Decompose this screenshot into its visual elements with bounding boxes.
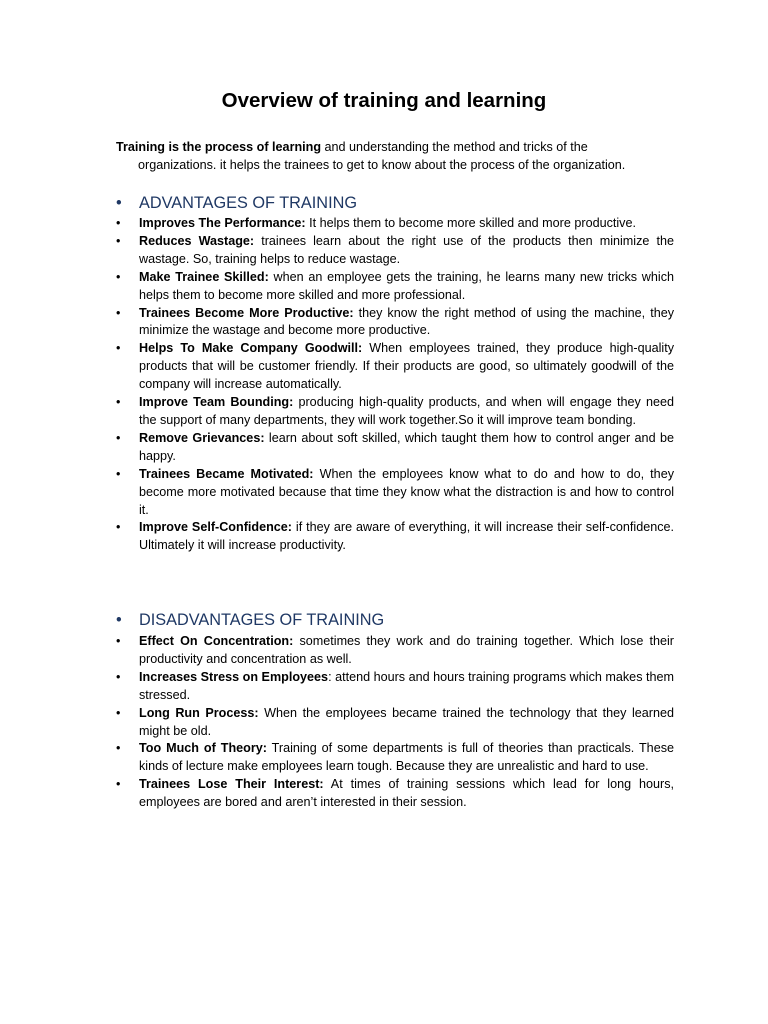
item-term: Too Much of Theory: (139, 741, 267, 756)
bullet-marker: • (116, 305, 121, 320)
page-title: Overview of training and learning (221, 89, 547, 112)
disadvantages-heading-text: DISADVANTAGES OF TRAINING (139, 611, 385, 629)
item-text: when an employee gets the training, he learns many new tricks which helps them to become more skilled and more professional. (139, 269, 674, 302)
item-term: Improve Team Bounding: (139, 395, 294, 410)
bullet-marker: • (116, 466, 121, 481)
item-term: Trainees Lose Their Interest: (139, 777, 324, 792)
heading-bullet: • (116, 194, 122, 212)
bullet-marker: • (116, 741, 121, 756)
bullet-marker: • (116, 520, 121, 535)
item-term: Remove Grievances: (139, 430, 265, 445)
item-text: Training of some departments is full of theories than practicals. These kinds of lecture make employees learn tough. Because they are unrealistic and hard to use. (139, 741, 674, 774)
intro-lead: Training is the process of learning (116, 140, 322, 154)
list-item (116, 705, 674, 741)
item-text: if they are aware of everything, it will increase their self-confidence. Ultimately it will increase productivity. (139, 520, 675, 553)
item-term: Improve Self-Confidence: (139, 520, 292, 535)
bullet-marker: • (116, 634, 121, 648)
disadvantages-heading (116, 611, 384, 630)
item-text: : attend hours and hours training programs which makes them stressed. (139, 669, 674, 702)
item-term: Increases Stress on Employees (139, 669, 329, 684)
list-item (116, 519, 674, 555)
intro-text: and understanding the method and tricks of the organizations. it helps the trainees to get to know about the process of the organization. (138, 140, 626, 172)
list-item (116, 740, 674, 776)
bullet-marker: • (116, 341, 121, 356)
bullet-marker: • (116, 777, 121, 792)
list-item (116, 633, 674, 669)
bullet-marker: • (116, 233, 121, 248)
item-term: Long Run Process: (139, 705, 259, 720)
bullet-marker: • (116, 705, 121, 720)
list-item (116, 466, 674, 520)
item-text: When the employees became trained the technology that they learned might be old. (139, 705, 675, 738)
item-text: trainees learn about the right use of the products then minimize the wastage. So, training helps to reduce wastage. (139, 233, 674, 266)
item-term: Make Trainee Skilled: (139, 269, 269, 284)
item-term: Effect On Concentration: (139, 634, 294, 648)
item-text: At times of training sessions which lead for long hours, employees are bored and aren’t interested in their session. (139, 777, 674, 810)
list-item (116, 776, 674, 812)
advantages-list (116, 215, 674, 555)
advantages-heading (116, 194, 357, 213)
item-text: learn about soft skilled, which taught them how to control anger and be happy. (139, 430, 674, 463)
item-term: Trainees Become More Productive: (139, 305, 354, 320)
bullet-marker: • (116, 269, 121, 284)
item-term: Reduces Wastage: (139, 233, 255, 248)
item-text: When the employees know what to do and how to do, they become more motivated because that time they know what the distraction is and how to control it. (139, 466, 674, 517)
item-text: producing high-quality products, and when will engage they need the support of many departments, they will work together.So it will improve team bonding. (139, 395, 675, 427)
list-item (116, 305, 674, 341)
advantages-heading-text: ADVANTAGES OF TRAINING (139, 194, 358, 212)
bullet-marker: • (116, 669, 121, 684)
item-term: Improves The Performance: (139, 216, 306, 230)
item-text: It helps them to become more skilled and more productive. (305, 216, 636, 230)
item-term: Trainees Became Motivated: (139, 466, 314, 481)
list-item (116, 215, 674, 233)
list-item (116, 394, 674, 430)
bullet-marker: • (116, 430, 121, 445)
list-item (116, 430, 674, 466)
bullet-marker: • (116, 395, 121, 410)
item-term: Helps To Make Company Goodwill: (139, 341, 363, 356)
item-text: they know the right method of using the machine, they minimize the wastage and become more productive. (139, 305, 675, 338)
list-item (116, 669, 674, 705)
intro-paragraph (116, 138, 658, 174)
item-text: When employees trained, they produce high-quality products that will be customer friendly. If their products are good, so ultimately goodwill of the company will increase automatically. (139, 341, 675, 392)
list-item (116, 233, 674, 269)
bullet-marker: • (116, 216, 121, 230)
item-text: sometimes they work and do training together. Which lose their productivity and concentration as well. (139, 634, 674, 666)
list-item (116, 340, 674, 394)
list-item (116, 269, 674, 305)
heading-bullet: • (116, 611, 122, 629)
disadvantages-list (116, 633, 674, 812)
